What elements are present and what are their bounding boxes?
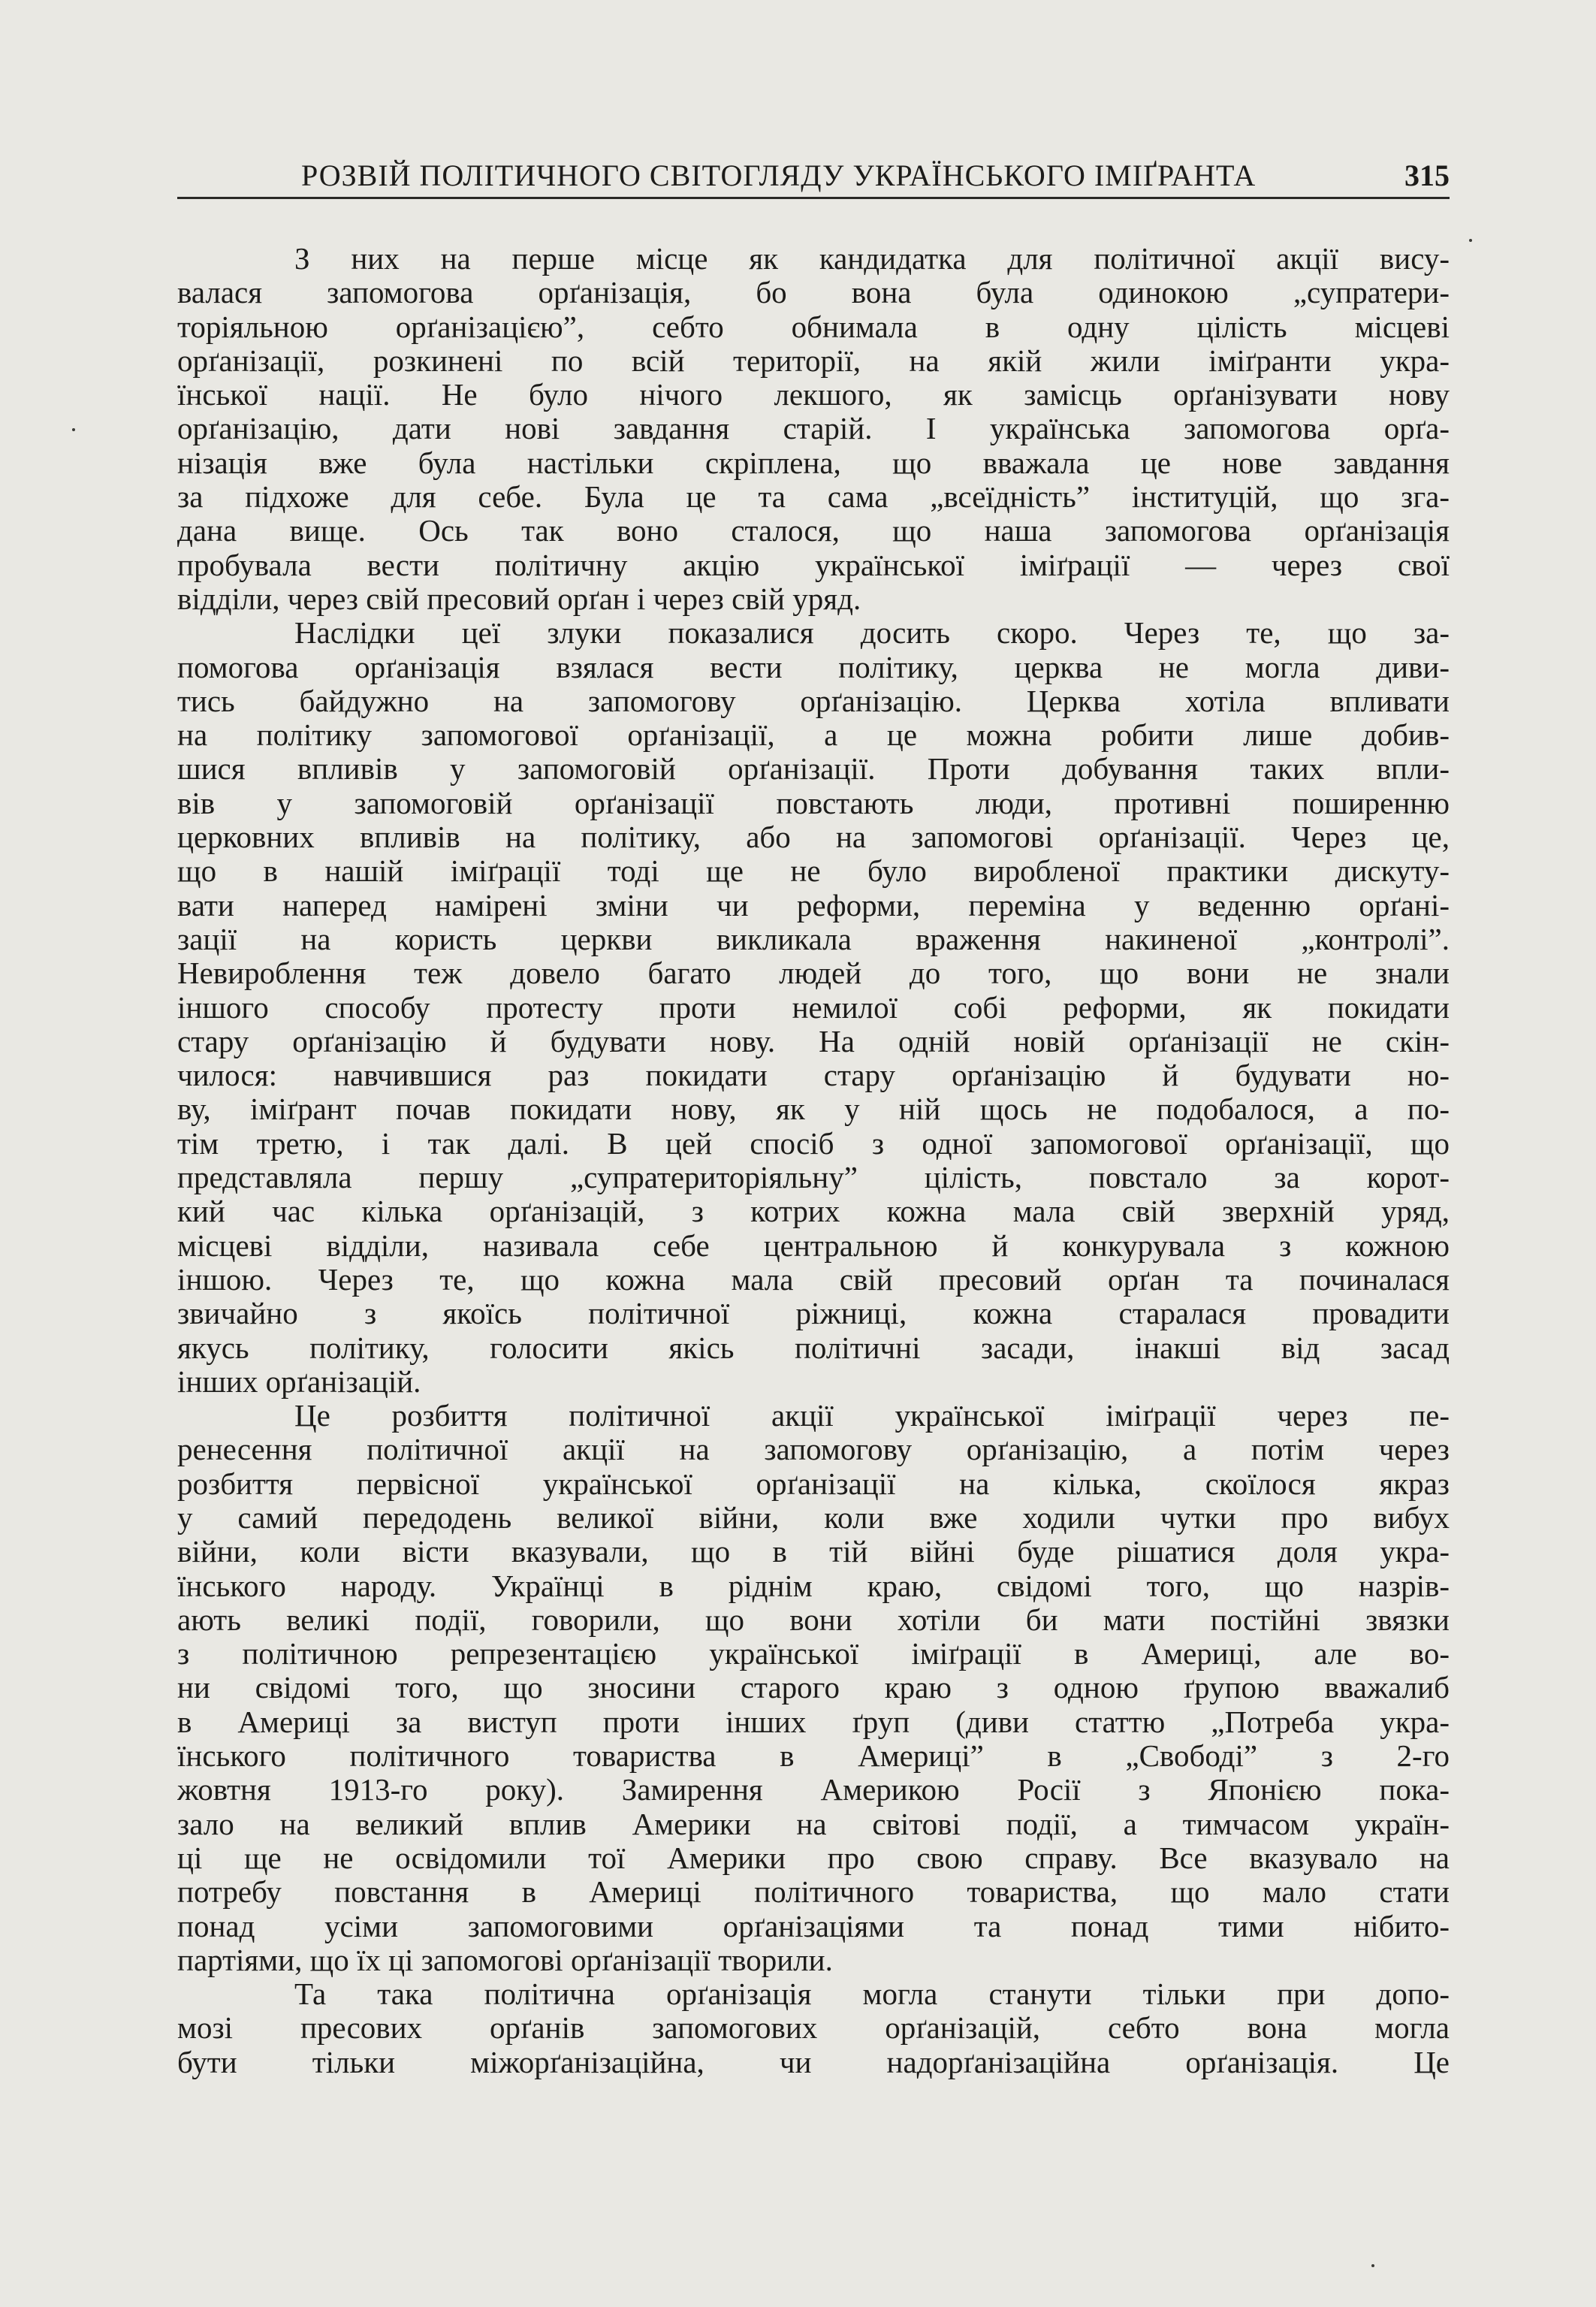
text-line: чилося: навчившися раз покидати стару орґанізацію й будувати но- — [177, 1058, 1450, 1093]
text-line: місцеві відділи, називала себе центральною й конкурувала з кожною — [177, 1228, 1450, 1263]
text-line: понад усіми запомоговими орґанізаціями та понад тими нібито- — [177, 1909, 1450, 1943]
text-line: кий час кілька орґанізацій, з котрих кожна мала свій зверхній уряд, — [177, 1194, 1450, 1229]
text-line: Наслідки цеї злуки показалися досить скоро. Через те, що за- — [294, 616, 1450, 651]
text-line: помогова орґанізація взялася вести політику, церква не могла диви- — [177, 650, 1450, 684]
text-line: З них на перше місце як кандидатка для політичної акції вису- — [294, 242, 1450, 276]
text-line: війни, коли вісти вказували, що в тій війні буде рішатися доля укра- — [177, 1535, 1450, 1569]
text-line: ренесення політичної акції на запомогову орґанізацію, а потім через — [177, 1433, 1450, 1467]
print-speck — [72, 428, 75, 431]
text-line: потребу повстання в Америці політичного товариства, що мало стати — [177, 1875, 1450, 1910]
page-number: 315 — [1404, 159, 1450, 192]
text-line: відділи, через свій пресовий орґан і через свій уряд. — [177, 581, 861, 616]
text-line: їнського народу. Українці в ріднім краю, свідомі того, що назрів- — [177, 1569, 1450, 1603]
text-line: валася запомогова орґанізація, бо вона була одинокою „супратери- — [177, 276, 1450, 310]
text-line: партіями, що їх ці запомогові орґанізації творили. — [177, 1943, 833, 1977]
text-line: церковних впливів на політику, або на запомогові орґанізації. Через це, — [177, 820, 1450, 855]
text-line: Це розбиття політичної акції української іміґрації через пе- — [294, 1399, 1450, 1433]
text-line: зало на великий вплив Америки на світові події, а тимчасом україн- — [177, 1807, 1450, 1841]
text-line: представляла першу „супратериторіяльну” цілість, повстало за корот- — [177, 1161, 1450, 1195]
text-line: їнської нації. Не було нічого лекшого, як замісць орґанізувати нову — [177, 378, 1450, 412]
text-line: зації на користь церкви викликала враження накиненої „контролі”. — [177, 922, 1450, 956]
text-line: що в нашій іміґрації тоді ще не було виробленої практики дискуту- — [177, 854, 1450, 889]
page-header — [177, 150, 1450, 195]
print-speck — [1469, 239, 1472, 242]
text-line: за підхоже для себе. Була це та сама „всеїдність” інституцій, що зга- — [177, 480, 1450, 515]
text-line: розбиття первісної української орґанізації на кілька, скоїлося якраз — [177, 1466, 1450, 1501]
text-line: звичайно з якоїсь політичної ріжниці, кожна старалася провадити — [177, 1297, 1450, 1331]
text-line: жовтня 1913-го року). Замирення Америкою Росії з Японією пока- — [177, 1773, 1450, 1807]
text-line: пробувала вести політичну акцію української іміґрації — через свої — [177, 548, 1450, 582]
text-line: торіяльною орґанізацією”, себто обнимала в одну цілість місцеві — [177, 310, 1450, 344]
text-line: бути тільки міжорґанізаційна, чи надорґанізаційна орґанізація. Це — [177, 2045, 1450, 2079]
text-line: мозі пресових орґанів запомогових орґанізацій, себто вона могла — [177, 2011, 1450, 2046]
text-line: їнського політичного товариства в Америці” в „Свободі” з 2-го — [177, 1739, 1450, 1774]
text-line: нізація вже була настільки скріплена, що вважала це нове завдання — [177, 445, 1450, 480]
text-line: ають великі події, говорили, що вони хотіли би мати постійні звязки — [177, 1602, 1450, 1637]
text-line: шися впливів у запомоговій орґанізації. Проти добування таких впли- — [177, 752, 1450, 787]
text-line: з політичною репрезентацією української іміґрації в Америці, але во- — [177, 1637, 1450, 1671]
text-line: ву, іміґрант почав покидати нову, як у ній щось не подобалося, а по- — [177, 1092, 1450, 1127]
text-line: тись байдужно на запомогову орґанізацію. Церква хотіла впливати — [177, 684, 1450, 718]
text-line: вати наперед намірені зміни чи реформи, переміна у веденню орґані- — [177, 888, 1450, 922]
text-line: в Америці за виступ проти інших ґруп (диви статтю „Потреба укра- — [177, 1705, 1450, 1739]
text-line: ни свідомі того, що зносини старого краю з одною ґрупою вважалиб — [177, 1671, 1450, 1705]
header-rule — [177, 197, 1450, 199]
text-line: Невироблення теж довело багато людей до того, що вони не знали — [177, 956, 1450, 991]
text-line: дана вище. Ось так воно сталося, що наша запомогова орґанізація — [177, 514, 1450, 548]
text-line: якусь політику, голосити якісь політичні засади, інакші від засад — [177, 1330, 1450, 1365]
print-speck — [1371, 2264, 1374, 2267]
text-line: інших орґанізацій. — [177, 1364, 421, 1399]
text-line: стару орґанізацію й будувати нову. На одній новій орґанізації не скін- — [177, 1024, 1450, 1058]
text-line: у самий передодень великої війни, коли вже ходили чутки про вибух — [177, 1500, 1450, 1535]
text-line: Та така політична орґанізація могла станути тільки при допо- — [294, 1977, 1450, 2012]
text-line: іншого способу протесту проти немилої собі реформи, як покидати — [177, 990, 1450, 1025]
text-line: іншою. Через те, що кожна мала свій пресовий орґан та починалася — [177, 1262, 1450, 1297]
text-line: ці ще не освідомили тої Америки про свою справу. Все вказувало на — [177, 1840, 1450, 1875]
text-line: тім третю, і так далі. В цей спосіб з одної запомогової орґанізації, що — [177, 1126, 1450, 1161]
text-line: на політику запомогової орґанізації, а це можна робити лише добив- — [177, 718, 1450, 753]
text-line: вів у запомоговій орґанізації повстають люди, противні поширенню — [177, 786, 1450, 820]
body-text — [177, 242, 1450, 2079]
running-title: РОЗВІЙ ПОЛІТИЧНОГО СВІТОГЛЯДУ УКРАЇНСЬКОГО ІМІҐРАНТА — [301, 159, 1257, 192]
text-line: орґанізацію, дати нові завдання старій. І українська запомогова орґа- — [177, 412, 1450, 446]
text-line: орґанізації, розкинені по всій території, на якій жили іміґранти укра- — [177, 343, 1450, 378]
